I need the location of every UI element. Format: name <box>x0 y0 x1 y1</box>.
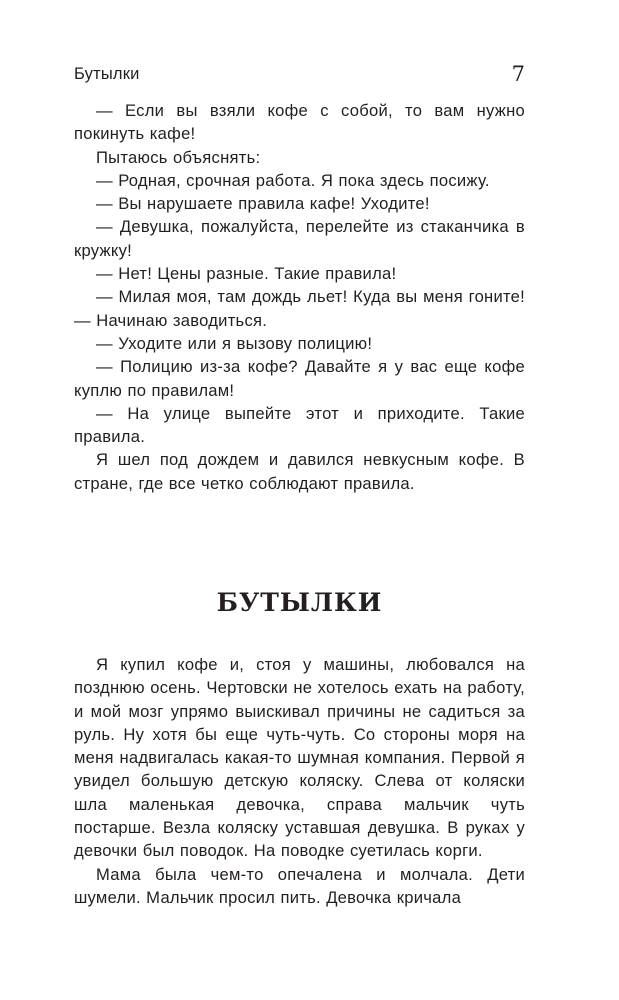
paragraph: Мама была чем-то опечалена и молчала. Дети шумели. Мальчик просил пить. Девочка кричала <box>74 864 525 907</box>
chapter-title: БУТЫЛКИ <box>216 588 383 617</box>
page-number: 7 <box>511 62 525 86</box>
paragraph: — Родная, срочная работа. Я пока здесь посижу. <box>96 170 490 190</box>
chapter-body <box>74 653 525 909</box>
paragraph: Я шел под дождем и давился невкусным кофе. В стране, где все четко соблюдают правила. <box>74 450 525 493</box>
paragraph: — Уходите или я вызову полицию! <box>96 333 373 353</box>
paragraph: Я купил кофе и, стоя у машины, любовался на позднюю осень. Чертовски не хотелось ехать на работу, и мой мозг упрямо выискивал причины не садиться за руль. Ну хотя бы еще чуть-чуть. Со стороны моря на меня надвигалась какая-то шумная компания. Первой я увидел большую детскую коляску. Слева от коляски шла маленькая девочка, справа мальчик чуть постарше. Везла коляску уставшая девушка. В руках у девочки был поводок. На поводке суетилась корги. <box>74 655 525 861</box>
paragraph: — На улице выпейте этот и приходите. Такие правила. <box>74 403 525 447</box>
running-title: Бутылки <box>74 65 140 83</box>
paragraph: Пытаюсь объяснять: <box>96 147 261 167</box>
paragraph: — Девушка, пожалуйста, перелейте из стаканчика в кружку! <box>74 217 525 260</box>
paragraph: — Вы нарушаете правила кафе! Уходите! <box>96 194 430 214</box>
paragraph: — Если вы взяли кофе с собой, то вам нужно покинуть кафе! <box>74 101 525 144</box>
paragraph: — Милая моя, там дождь льет! Куда вы меня гоните! — Начинаю заводиться. <box>74 287 525 330</box>
page-header <box>74 62 525 90</box>
paragraph: — Полицию из-за кофе? Давайте я у вас еще кофе куплю по правилам! <box>74 357 525 400</box>
paragraph: — Нет! Цены разные. Такие правила! <box>96 264 397 284</box>
dialogue-section <box>74 99 525 495</box>
